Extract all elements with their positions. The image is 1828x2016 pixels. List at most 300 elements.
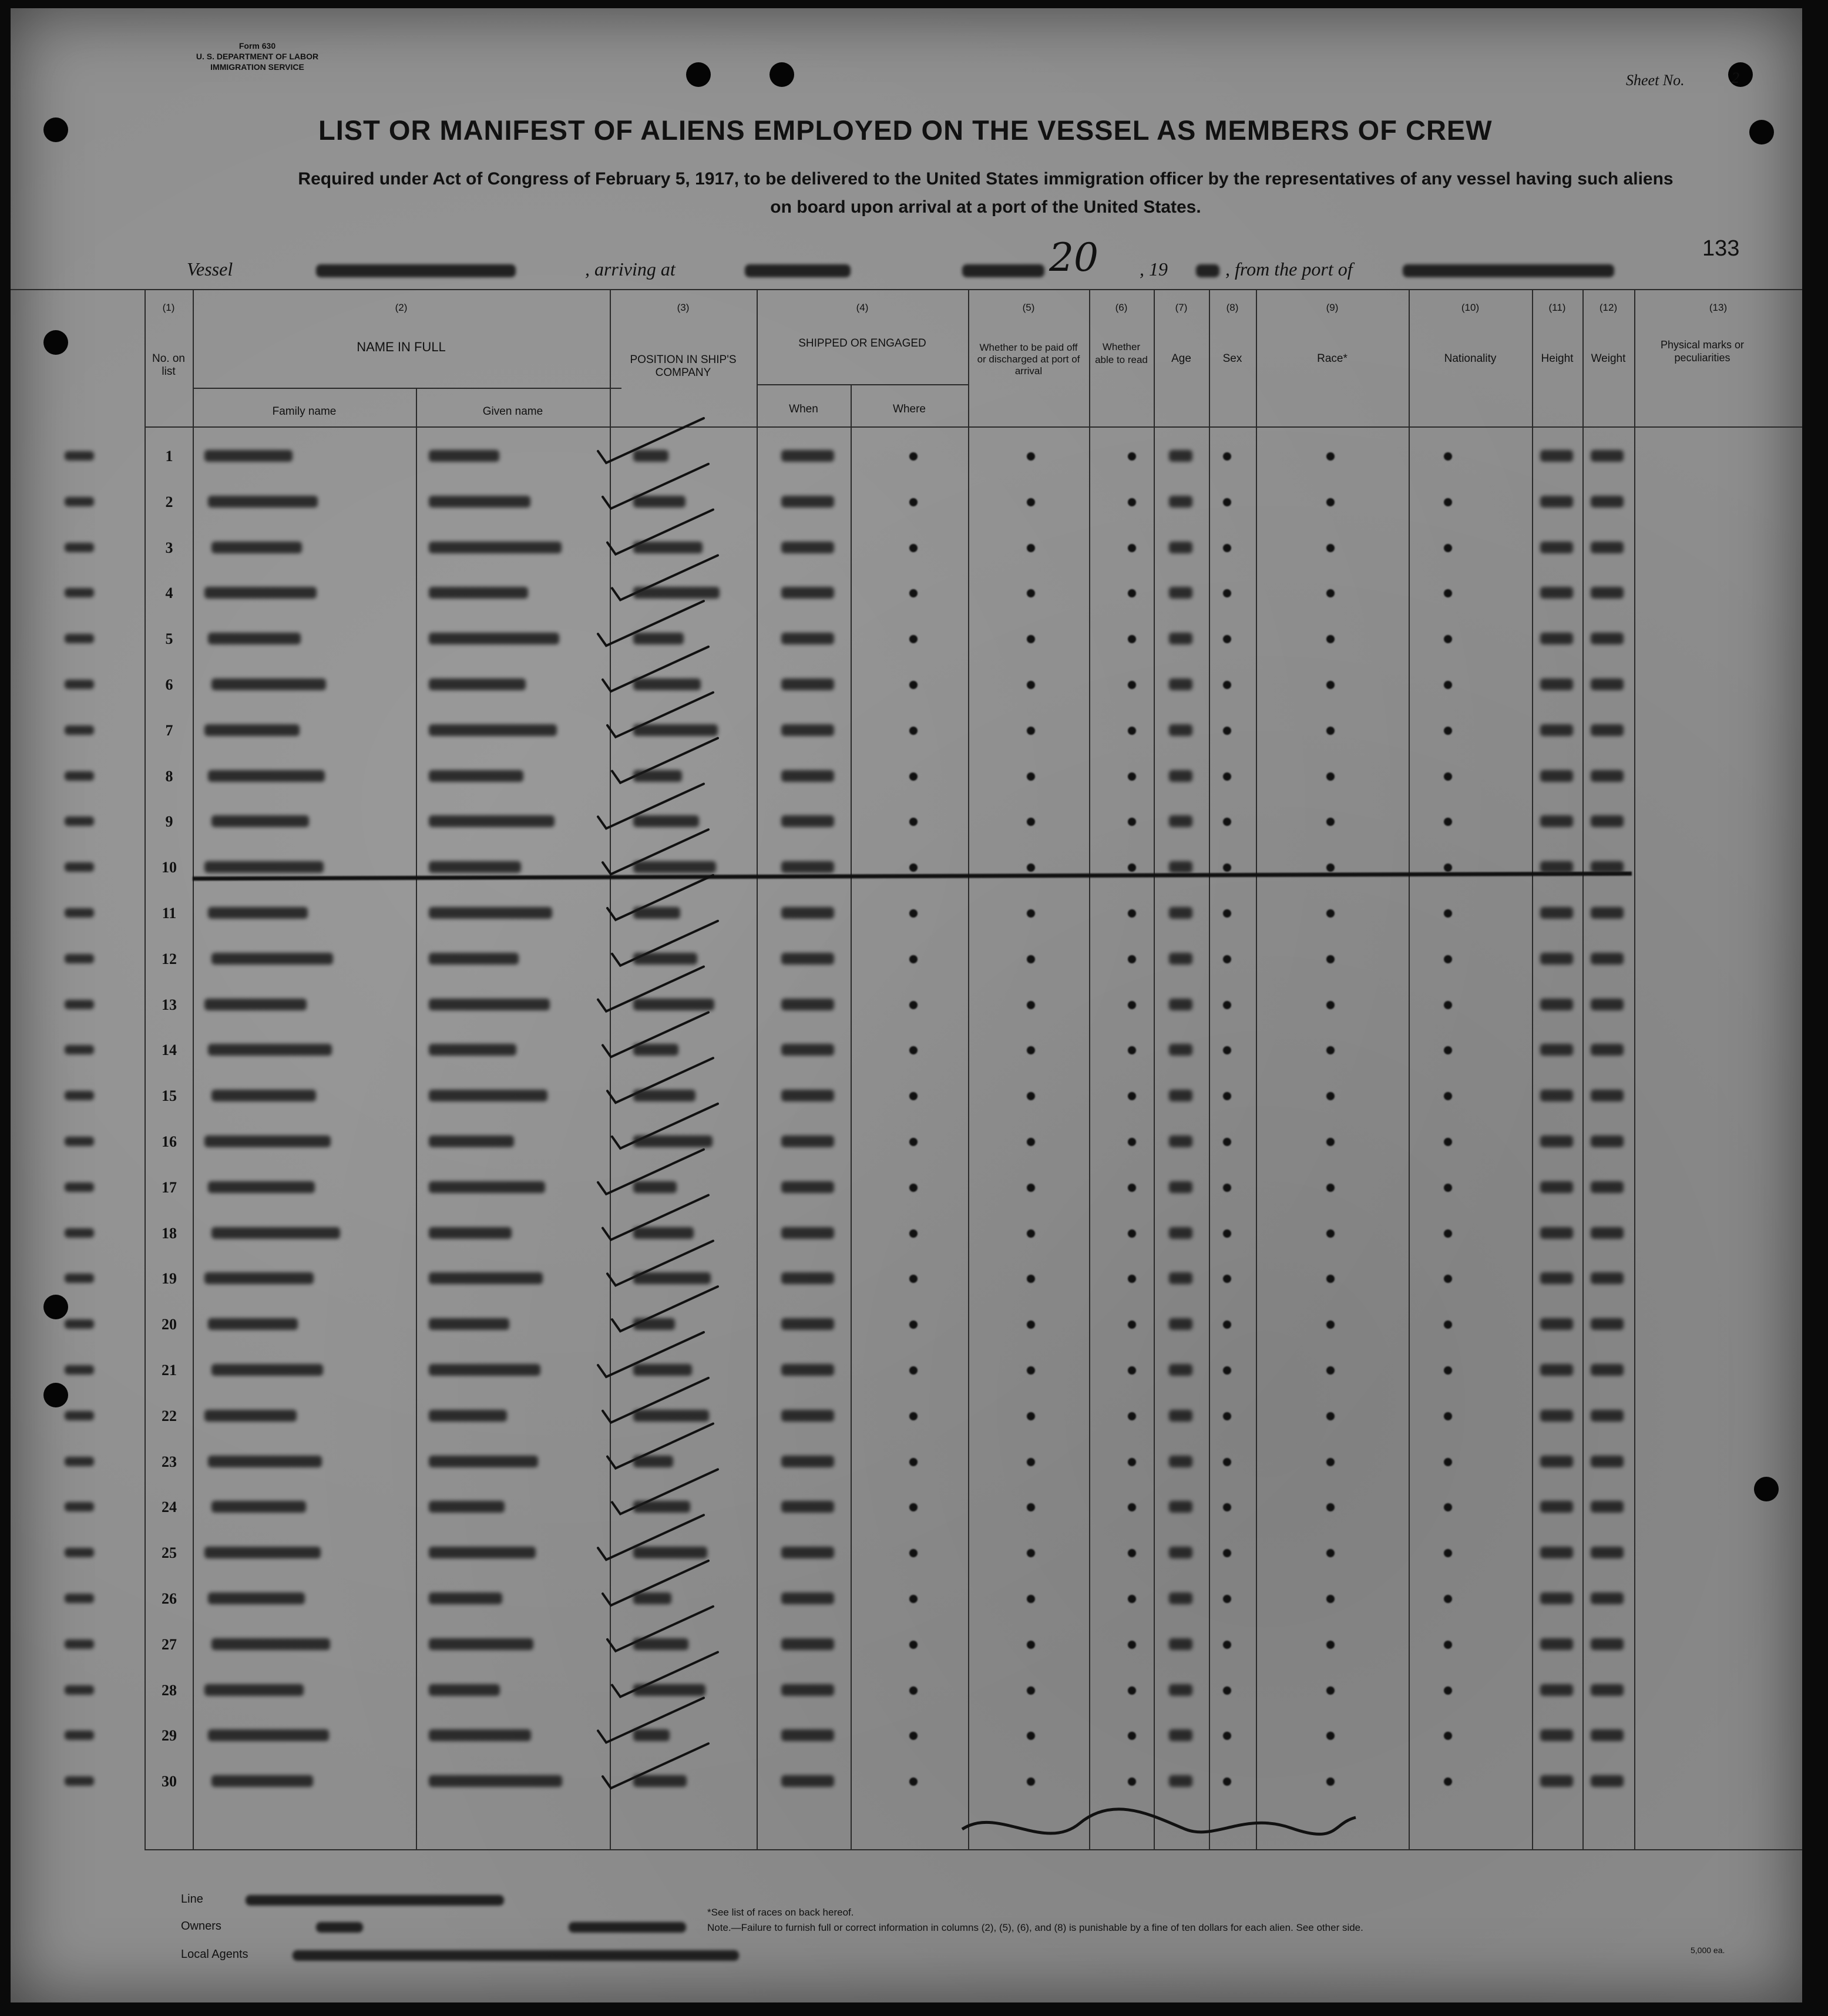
when-entry <box>781 861 834 873</box>
height-entry <box>1540 1410 1573 1422</box>
given-name-entry <box>429 1364 540 1376</box>
col-10-number: (10) <box>1461 302 1480 313</box>
given-name-entry <box>429 1638 533 1650</box>
when-header: When <box>789 403 818 415</box>
ditto-mark <box>1128 681 1136 689</box>
ditto-mark <box>1223 1641 1231 1649</box>
weight-entry <box>1591 861 1624 873</box>
ditto-mark <box>1128 772 1136 781</box>
ditto-mark <box>1326 1412 1335 1420</box>
position-entry <box>633 861 716 873</box>
left-margin-index <box>65 1639 94 1649</box>
row-number: 18 <box>162 1224 177 1242</box>
age-entry <box>1169 1181 1192 1193</box>
position-entry <box>633 1775 687 1787</box>
ditto-mark <box>1223 1686 1231 1695</box>
height-entry <box>1540 678 1573 690</box>
arriving-label: , arriving at <box>585 258 676 280</box>
when-entry <box>781 1364 834 1376</box>
position-entry <box>633 1044 678 1056</box>
position-entry <box>633 496 686 508</box>
ditto-mark <box>1326 1641 1335 1649</box>
given-name-entry <box>429 678 526 690</box>
position-entry <box>633 1729 670 1741</box>
age-entry <box>1169 861 1192 873</box>
ditto-mark <box>1027 1366 1035 1375</box>
ditto-mark <box>1326 1595 1335 1603</box>
signature <box>962 1809 1356 1834</box>
position-entry <box>633 542 703 553</box>
given-name-entry <box>429 861 521 873</box>
height-entry <box>1540 1318 1573 1330</box>
left-margin-index <box>65 1548 94 1557</box>
weight-entry <box>1591 1090 1624 1101</box>
age-entry <box>1169 815 1192 827</box>
weight-entry <box>1591 1729 1624 1741</box>
given-name-entry <box>429 1318 509 1330</box>
ditto-mark <box>909 544 918 552</box>
position-entry <box>633 1318 675 1330</box>
when-entry <box>781 1135 834 1147</box>
ditto-mark <box>909 1641 918 1649</box>
given-name-entry <box>429 496 530 508</box>
vessel-label: Vessel <box>187 258 233 280</box>
ditto-mark <box>1027 1138 1035 1146</box>
height-entry <box>1540 1547 1573 1558</box>
given-name-entry <box>429 1547 536 1558</box>
left-margin-index <box>65 771 94 781</box>
row-number: 4 <box>165 584 173 602</box>
height-entry <box>1540 1181 1573 1193</box>
manifest-sheet <box>11 8 1802 2002</box>
row-number: 24 <box>162 1498 177 1516</box>
form-number: Form 630 <box>238 41 276 51</box>
age-entry <box>1169 1272 1192 1284</box>
weight-entry <box>1591 1044 1624 1056</box>
ditto-mark <box>1444 681 1452 689</box>
given-name-entry <box>429 1090 547 1101</box>
row-number: 9 <box>165 813 173 831</box>
weight-entry <box>1591 1638 1624 1650</box>
left-margin-index <box>65 497 94 506</box>
ditto-mark <box>1223 544 1231 552</box>
ditto-mark <box>1223 1229 1231 1238</box>
ditto-mark <box>909 1458 918 1466</box>
ditto-mark <box>1444 909 1452 918</box>
weight-entry <box>1591 1410 1624 1422</box>
page-title: LIST OR MANIFEST OF ALIENS EMPLOYED ON THE VESSEL AS MEMBERS OF CREW <box>318 115 1493 146</box>
when-entry <box>781 496 834 508</box>
given-name-entry <box>429 999 550 1010</box>
row-number: 11 <box>162 905 177 922</box>
ditto-mark <box>909 1229 918 1238</box>
left-margin-index <box>65 680 94 689</box>
weight-entry <box>1591 450 1624 462</box>
left-margin-index <box>65 954 94 963</box>
family-name-entry <box>204 861 324 873</box>
ditto-mark <box>1444 452 1452 461</box>
service-name: IMMIGRATION SERVICE <box>210 62 304 72</box>
row-number: 23 <box>162 1453 177 1470</box>
ditto-mark <box>1223 498 1231 506</box>
given-name-entry <box>429 907 552 919</box>
ditto-mark <box>909 955 918 963</box>
family-name-entry <box>208 770 325 782</box>
col-12-number: (12) <box>1599 302 1618 313</box>
weight-entry <box>1591 1135 1624 1147</box>
ditto-mark <box>1223 681 1231 689</box>
ditto-mark <box>1128 909 1136 918</box>
ditto-mark <box>1326 772 1335 781</box>
ditto-mark <box>1444 1458 1452 1466</box>
family-name-entry <box>208 1318 298 1330</box>
sheet-label: Sheet No. <box>1626 72 1685 89</box>
row-number: 29 <box>162 1727 177 1745</box>
subtitle-line-2: on board upon arrival at a port of the United States. <box>770 197 1201 217</box>
when-entry <box>781 678 834 690</box>
height-entry <box>1540 953 1573 965</box>
given-name-entry <box>429 633 559 644</box>
age-entry <box>1169 1775 1192 1787</box>
ditto-mark <box>909 1184 918 1192</box>
ditto-mark <box>1128 955 1136 963</box>
ditto-mark <box>1128 544 1136 552</box>
given-name-entry <box>429 1775 562 1787</box>
col-13-header: Physical marks or peculiarities <box>1660 339 1745 364</box>
ditto-mark <box>1326 1138 1335 1146</box>
ditto-mark <box>1223 772 1231 781</box>
height-entry <box>1540 496 1573 508</box>
ditto-mark <box>909 727 918 735</box>
row-number: 25 <box>162 1544 177 1562</box>
given-name-header: Given name <box>482 405 543 418</box>
col-8-number: (8) <box>1226 302 1239 313</box>
position-entry <box>633 770 682 782</box>
weight-entry <box>1591 1364 1624 1376</box>
left-margin-index <box>65 1319 94 1329</box>
age-entry <box>1169 496 1192 508</box>
given-name-entry <box>429 1272 543 1284</box>
ditto-mark <box>909 1412 918 1420</box>
left-margin-index <box>65 1000 94 1009</box>
position-entry <box>633 1684 705 1696</box>
given-name-entry <box>429 1501 505 1513</box>
height-entry <box>1540 999 1573 1010</box>
left-margin-index <box>65 543 94 552</box>
family-name-entry <box>208 633 301 644</box>
ditto-mark <box>1326 1001 1335 1009</box>
ditto-mark <box>1444 955 1452 963</box>
given-name-entry <box>429 1135 514 1147</box>
ditto-mark <box>1326 909 1335 918</box>
when-entry <box>781 1044 834 1056</box>
age-entry <box>1169 633 1192 644</box>
weight-entry <box>1591 999 1624 1010</box>
position-entry <box>633 815 699 827</box>
row-number: 16 <box>162 1133 177 1150</box>
position-entry <box>633 1272 711 1284</box>
height-entry <box>1540 770 1573 782</box>
family-name-entry <box>208 1044 332 1056</box>
left-margin-index <box>65 1776 94 1786</box>
col-7-number: (7) <box>1175 302 1188 313</box>
when-entry <box>781 1775 834 1787</box>
weight-entry <box>1591 1592 1624 1604</box>
family-name-entry <box>204 1547 321 1558</box>
ditto-mark <box>1128 498 1136 506</box>
ditto-mark <box>1027 452 1035 461</box>
left-margin-index <box>65 1137 94 1146</box>
height-entry <box>1540 1135 1573 1147</box>
ditto-mark <box>1027 1001 1035 1009</box>
ditto-mark <box>1444 727 1452 735</box>
ditto-mark <box>1326 452 1335 461</box>
row-number: 12 <box>162 950 177 967</box>
subtitle-line-1: Required under Act of Congress of February 5, 1917, to be delivered to the United States immigration officer by the representatives of any vessel having such aliens <box>298 169 1674 189</box>
left-margin-index <box>65 1045 94 1054</box>
page-number: 133 <box>1702 236 1740 261</box>
owners-redacted <box>316 1922 363 1933</box>
height-entry <box>1540 1592 1573 1604</box>
when-entry <box>781 1592 834 1604</box>
ditto-mark <box>1128 1412 1136 1420</box>
left-margin-index <box>65 1411 94 1420</box>
ditto-mark <box>1223 1595 1231 1603</box>
age-entry <box>1169 1456 1192 1467</box>
position-entry <box>633 1547 707 1558</box>
ditto-mark <box>1027 727 1035 735</box>
ditto-mark <box>1223 909 1231 918</box>
when-entry <box>781 1090 834 1101</box>
row-number: 8 <box>165 767 173 785</box>
ditto-mark <box>1326 955 1335 963</box>
row-number: 22 <box>162 1407 177 1424</box>
ditto-mark <box>1027 498 1035 506</box>
when-entry <box>781 724 834 736</box>
position-entry <box>633 1456 673 1467</box>
left-margin-index <box>65 725 94 735</box>
given-name-entry <box>429 953 519 965</box>
left-margin-index <box>65 817 94 826</box>
ditto-mark <box>1326 727 1335 735</box>
age-entry <box>1169 450 1192 462</box>
position-entry <box>633 1592 671 1604</box>
family-name-entry <box>204 587 317 599</box>
col-10-header: Nationality <box>1444 352 1497 365</box>
height-entry <box>1540 1272 1573 1284</box>
when-entry <box>781 633 834 644</box>
line-label: Line <box>181 1893 203 1906</box>
ditto-mark <box>1444 772 1452 781</box>
family-name-entry <box>211 1638 330 1650</box>
given-name-entry <box>429 1227 512 1239</box>
row-number: 3 <box>165 539 173 556</box>
ditto-mark <box>1027 1229 1035 1238</box>
age-entry <box>1169 1684 1192 1696</box>
ditto-mark <box>1223 727 1231 735</box>
position-entry <box>633 1090 695 1101</box>
weight-entry <box>1591 542 1624 553</box>
arrival-day-handwritten: 20 <box>1049 235 1098 280</box>
row-number: 6 <box>165 676 173 693</box>
ditto-mark <box>1326 1229 1335 1238</box>
ditto-mark <box>1027 955 1035 963</box>
left-margin-index <box>65 862 94 872</box>
col-9-header: Race* <box>1317 352 1348 365</box>
col-12-header: Weight <box>1591 352 1626 365</box>
ditto-mark <box>1223 1458 1231 1466</box>
row-number: 5 <box>165 630 173 648</box>
ditto-mark <box>1444 1595 1452 1603</box>
family-name-entry <box>204 724 300 736</box>
when-entry <box>781 815 834 827</box>
age-entry <box>1169 1501 1192 1513</box>
ditto-mark <box>1444 1686 1452 1695</box>
family-name-entry <box>211 953 333 965</box>
family-name-entry <box>211 815 309 827</box>
position-entry <box>633 633 684 644</box>
ditto-mark <box>1027 1595 1035 1603</box>
left-margin-index <box>65 1228 94 1238</box>
row-number: 27 <box>162 1635 177 1653</box>
col-3-header: POSITION IN SHIP'S COMPANY <box>630 354 737 379</box>
ditto-mark <box>1128 727 1136 735</box>
ditto-mark <box>1027 544 1035 552</box>
col-2-header: NAME IN FULL <box>357 340 446 354</box>
position-entry <box>633 450 668 462</box>
agents-redacted <box>293 1950 739 1961</box>
ditto-mark <box>909 1686 918 1695</box>
col-4-number: (4) <box>856 302 869 313</box>
position-entry <box>633 1638 688 1650</box>
height-entry <box>1540 1044 1573 1056</box>
races-note: *See list of races on back hereof. <box>707 1907 854 1918</box>
family-name-entry <box>211 542 302 553</box>
row-number: 21 <box>162 1362 177 1379</box>
height-entry <box>1540 1364 1573 1376</box>
age-entry <box>1169 678 1192 690</box>
ditto-mark <box>1128 1458 1136 1466</box>
row-number: 10 <box>162 859 177 876</box>
height-entry <box>1540 1501 1573 1513</box>
age-entry <box>1169 770 1192 782</box>
when-entry <box>781 953 834 965</box>
ditto-mark <box>1444 1641 1452 1649</box>
ditto-mark <box>1128 1641 1136 1649</box>
height-entry <box>1540 1090 1573 1101</box>
ditto-mark <box>1027 1686 1035 1695</box>
col-13-number: (13) <box>1709 302 1728 313</box>
left-margin-index <box>65 634 94 643</box>
height-entry <box>1540 450 1573 462</box>
position-entry <box>633 587 720 599</box>
col-2-number: (2) <box>395 302 408 313</box>
ditto-mark <box>1128 1138 1136 1146</box>
weight-entry <box>1591 1227 1624 1239</box>
weight-entry <box>1591 815 1624 827</box>
col-4-header: SHIPPED OR ENGAGED <box>798 337 926 350</box>
family-name-entry <box>208 496 318 508</box>
family-name-entry <box>211 1501 306 1513</box>
left-margin-index <box>65 908 94 918</box>
col-5-header: Whether to be paid off or discharged at port of arrival <box>977 342 1080 377</box>
col-11-number: (11) <box>1548 302 1566 313</box>
when-entry <box>781 542 834 553</box>
ditto-mark <box>909 681 918 689</box>
year-label: , 19 <box>1140 258 1168 280</box>
ditto-mark <box>1027 772 1035 781</box>
left-margin-index <box>65 1502 94 1511</box>
age-entry <box>1169 907 1192 919</box>
family-name-header: Family name <box>272 405 337 418</box>
height-entry <box>1540 724 1573 736</box>
ditto-mark <box>1027 681 1035 689</box>
position-entry <box>633 724 718 736</box>
row-number: 30 <box>162 1773 177 1790</box>
weight-entry <box>1591 1181 1624 1193</box>
ditto-mark <box>1027 1412 1035 1420</box>
owners-label: Owners <box>181 1920 221 1933</box>
ditto-mark <box>1128 1686 1136 1695</box>
left-margin-index <box>65 1091 94 1100</box>
height-entry <box>1540 861 1573 873</box>
given-name-entry <box>429 450 499 462</box>
row-number: 19 <box>162 1270 177 1288</box>
when-entry <box>781 907 834 919</box>
left-margin-index <box>65 1182 94 1192</box>
position-entry <box>633 953 697 965</box>
weight-entry <box>1591 770 1624 782</box>
ditto-mark <box>909 1138 918 1146</box>
height-entry <box>1540 1684 1573 1696</box>
given-name-entry <box>429 1181 545 1193</box>
when-entry <box>781 450 834 462</box>
weight-entry <box>1591 1547 1624 1558</box>
weight-entry <box>1591 1318 1624 1330</box>
left-margin-index <box>65 588 94 597</box>
ditto-mark <box>909 1366 918 1375</box>
ditto-mark <box>1326 681 1335 689</box>
ditto-mark <box>909 1001 918 1009</box>
ditto-mark <box>1444 544 1452 552</box>
family-name-entry <box>208 1181 315 1193</box>
ditto-mark <box>909 1595 918 1603</box>
from-port-label: , from the port of <box>1225 258 1353 280</box>
weight-entry <box>1591 907 1624 919</box>
when-entry <box>781 1227 834 1239</box>
ditto-mark <box>1444 1366 1452 1375</box>
left-margin-index <box>65 1274 94 1283</box>
weight-entry <box>1591 724 1624 736</box>
height-entry <box>1540 907 1573 919</box>
height-entry <box>1540 1729 1573 1741</box>
position-entry <box>633 999 714 1010</box>
height-entry <box>1540 542 1573 553</box>
ditto-mark <box>1027 909 1035 918</box>
age-entry <box>1169 1592 1192 1604</box>
age-entry <box>1169 1364 1192 1376</box>
left-margin-index <box>65 1457 94 1466</box>
ditto-mark <box>1128 1595 1136 1603</box>
row-number: 13 <box>162 996 177 1013</box>
ditto-mark <box>1326 1686 1335 1695</box>
when-entry <box>781 1318 834 1330</box>
weight-entry <box>1591 496 1624 508</box>
height-entry <box>1540 1638 1573 1650</box>
family-name-entry <box>204 450 293 462</box>
col-3-number: (3) <box>677 302 690 313</box>
family-name-entry <box>208 907 308 919</box>
